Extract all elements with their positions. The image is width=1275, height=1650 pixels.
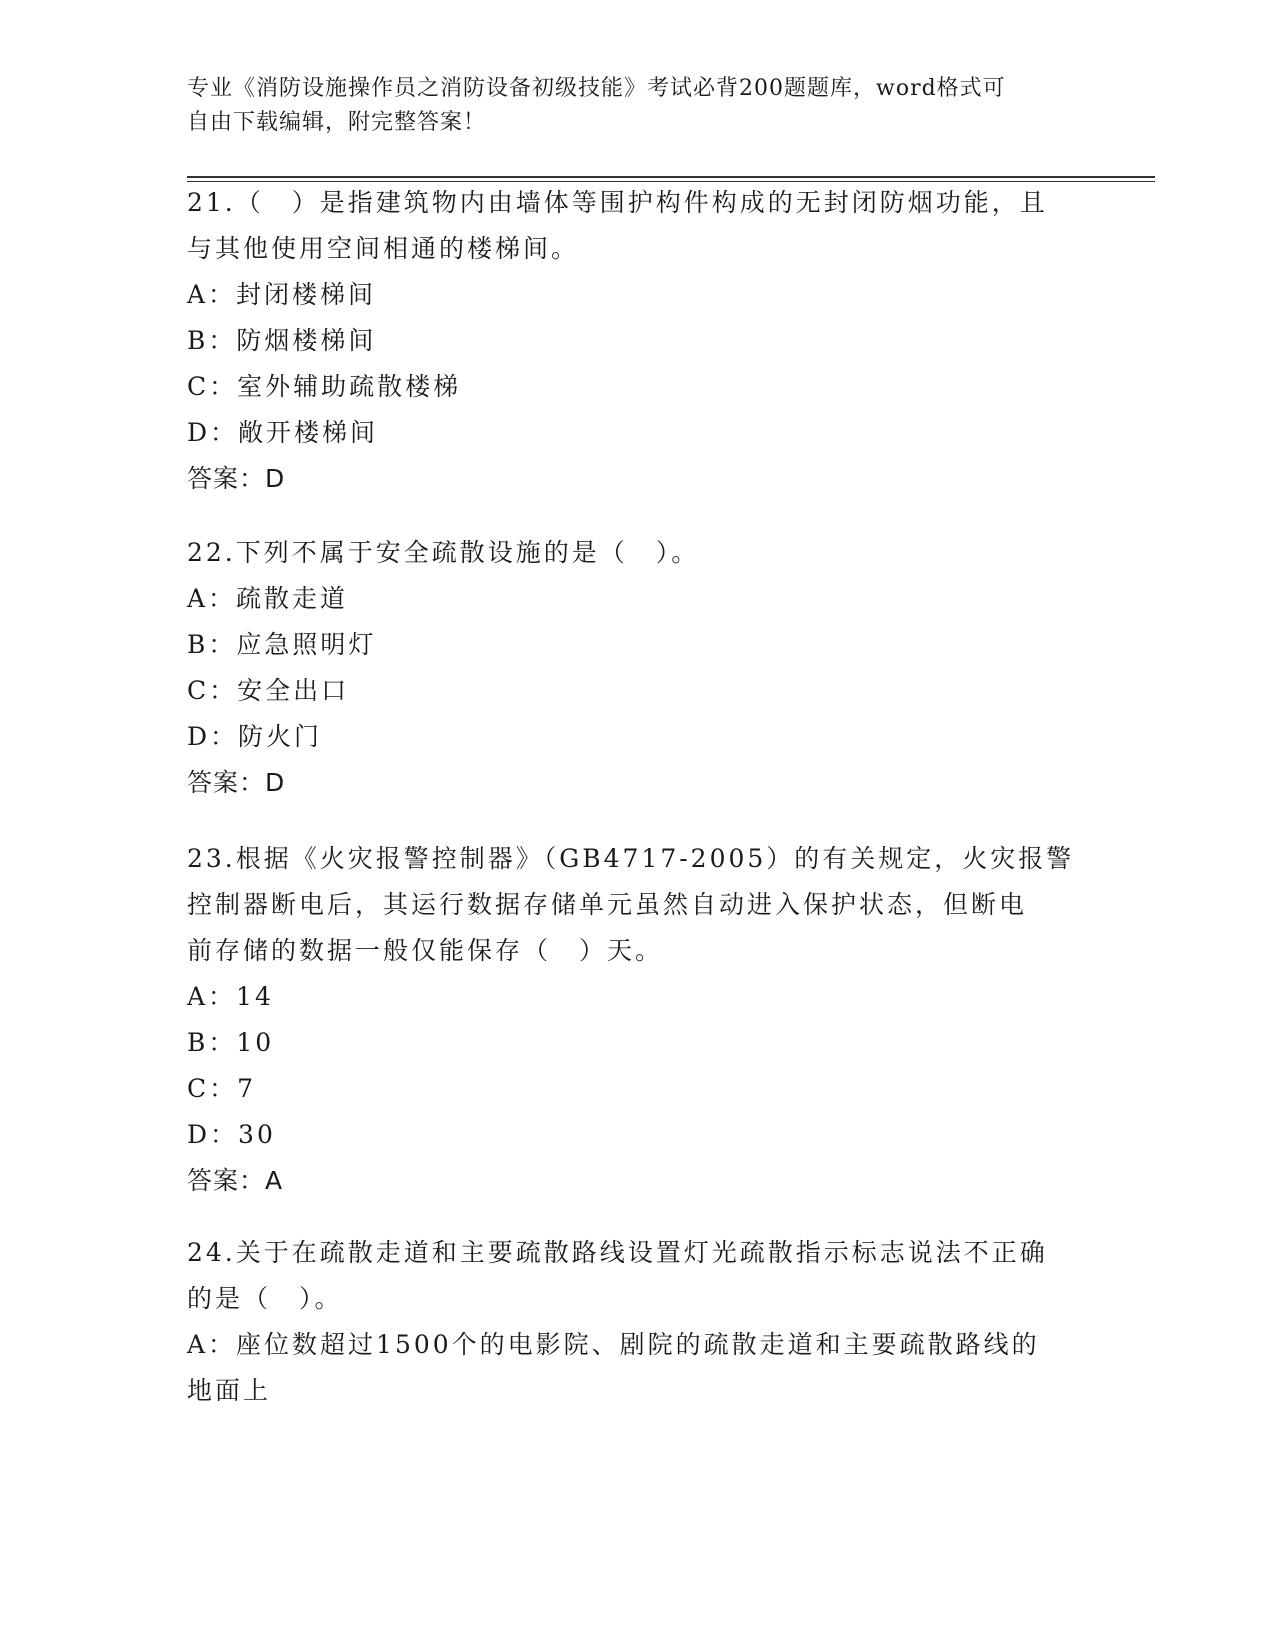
option-c: C：室外辅助疏散楼梯 xyxy=(187,372,462,401)
question-stem-line: 与其他使用空间相通的楼梯间。 xyxy=(187,234,580,263)
question-21 xyxy=(187,180,1067,502)
question-stem-line: 控制器断电后，其运行数据存储单元虽然自动进入保护状态，但断电 xyxy=(187,890,1028,919)
option-a: A：14 xyxy=(187,982,274,1011)
question-stem-line: 23.根据《火灾报警控制器》（GB4717-2005）的有关规定，火灾报警 xyxy=(187,844,1075,873)
question-stem-line: 24.关于在疏散走道和主要疏散路线设置灯光疏散指示标志说法不正确 xyxy=(187,1238,1048,1267)
option-a: A：疏散走道 xyxy=(187,584,349,613)
option-b: B：应急照明灯 xyxy=(187,630,377,659)
question-stem-line: 21.（ ）是指建筑物内由墙体等围护构件构成的无封闭防烟功能，且 xyxy=(187,188,1048,217)
option-b: B：10 xyxy=(187,1028,275,1057)
question-22 xyxy=(187,530,1067,806)
question-stem-line: 22.下列不属于安全疏散设施的是（ ）。 xyxy=(187,538,700,567)
question-stem-line: 的是（ ）。 xyxy=(187,1284,343,1313)
answer-label: 答案：A xyxy=(187,1166,284,1195)
question-stem-line: 前存储的数据一般仅能保存（ ）天。 xyxy=(187,936,664,965)
answer-label: 答案：D xyxy=(187,768,286,797)
option-a: A：封闭楼梯间 xyxy=(187,280,377,309)
option-a-continuation: 地面上 xyxy=(187,1376,272,1405)
option-c: C：安全出口 xyxy=(187,676,350,705)
option-a: A：座位数超过1500个的电影院、剧院的疏散走道和主要疏散路线的 xyxy=(187,1330,1040,1359)
question-24 xyxy=(187,1230,1067,1414)
header-line-2: 自由下载编辑，附完整答案！ xyxy=(187,110,487,135)
option-d: D：30 xyxy=(187,1120,276,1149)
header-line-1: 专业《消防设施操作员之消防设备初级技能》考试必背200题题库，word格式可 xyxy=(187,76,1006,101)
option-c: C：7 xyxy=(187,1074,257,1103)
option-b: B：防烟楼梯间 xyxy=(187,326,377,355)
option-d: D：敞开楼梯间 xyxy=(187,418,379,447)
header-divider-thick xyxy=(187,176,1155,178)
document-header xyxy=(187,72,1067,140)
question-23 xyxy=(187,836,1075,1204)
option-d: D：防火门 xyxy=(187,722,323,751)
answer-label: 答案：D xyxy=(187,464,286,493)
